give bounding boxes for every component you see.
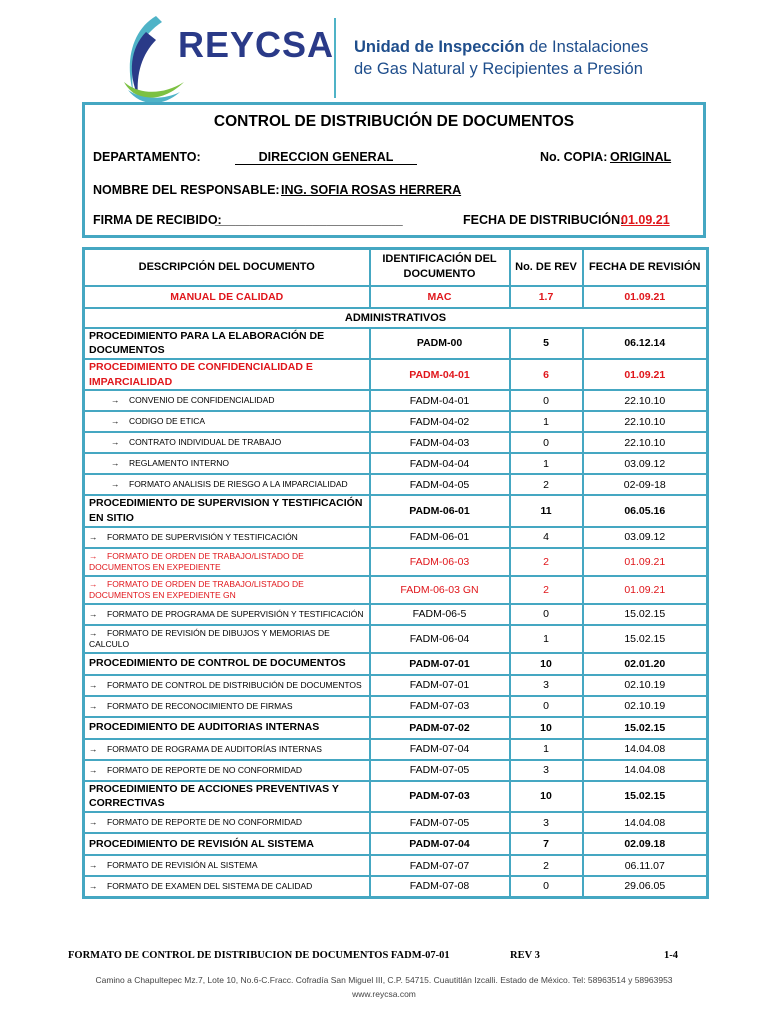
row-description-text: REGLAMENTO INTERNO [129,458,229,469]
distribution-date: 01.09.21 [621,213,670,227]
arrow-right-icon: → [89,743,98,754]
row-date: 02-09-18 [583,474,708,495]
table-row [84,876,708,897]
row-date: 06.12.14 [583,328,708,359]
row-description [84,781,370,812]
row-description [84,474,370,495]
row-date: 22.10.10 [583,411,708,432]
row-identification: PADM-04-01 [370,359,510,390]
row-description [84,675,370,696]
documents-table [82,247,709,899]
copy-value: ORIGINAL [610,150,672,164]
row-description-text: FORMATO DE RECONOCIMIENTO DE FIRMAS [107,700,293,711]
row-description-text: PROCEDIMIENTO DE AUDITORIAS INTERNAS [89,721,320,734]
date-label: FECHA DE DISTRIBUCIÓN: [463,213,625,227]
section-administrativos: ADMINISTRATIVOS [84,308,708,328]
row-description [84,625,370,653]
header-revision: No. DE REV [510,249,583,286]
row-identification: PADM-07-03 [370,781,510,812]
row-revision: 1 [510,625,583,653]
row-description-text: FORMATO DE ROGRAMA DE AUDITORÍAS INTERNAS [107,743,322,754]
row-description [84,855,370,876]
arrow-right-icon: → [89,679,98,690]
row-description [84,576,370,604]
row-revision: 2 [510,576,583,604]
arrow-right-icon: → [89,764,98,775]
row-revision: 2 [510,474,583,495]
row-date: 15.02.15 [583,717,708,739]
row-revision: 11 [510,495,583,526]
row-identification: PADM-00 [370,328,510,359]
row-description [84,390,370,411]
row-identification: FADM-06-01 [370,527,510,548]
row-description-text: CONTRATO INDIVIDUAL DE TRABAJO [129,437,282,448]
row-date: 03.09.12 [583,453,708,474]
row-revision: 10 [510,717,583,739]
row-identification: FADM-07-07 [370,855,510,876]
table-row [84,328,708,359]
row-description-text: FORMATO DE REPORTE DE NO CONFORMIDAD [107,816,303,827]
table-row [84,653,708,675]
row-date: 01.09.21 [583,548,708,576]
row-description [84,548,370,576]
arrow-right-icon: → [89,608,98,619]
row-date: 02.10.19 [583,675,708,696]
row-description-text: FORMATO DE ORDEN DE TRABAJO/LISTADO DE DOCUMENTOS EN EXPEDIENTE [89,550,304,572]
row-revision: 3 [510,760,583,781]
row-description-text: FORMATO DE SUPERVISIÓN Y TESTIFICACIÓN [107,531,298,542]
row-date: 01.09.21 [583,359,708,390]
signature-line: ___________________________ [215,213,403,227]
row-identification: FADM-07-01 [370,675,510,696]
table-row [84,548,708,576]
row-date: 06.05.16 [583,495,708,526]
copy-label: No. COPIA: [540,150,608,164]
header-identification: IDENTIFICACIÓN DEL DOCUMENTO [370,249,510,286]
row-date: 15.02.15 [583,781,708,812]
row-description-text: PROCEDIMIENTO DE CONTROL DE DOCUMENTOS [89,657,346,670]
arrow-right-icon: → [89,550,98,561]
row-identification: FADM-07-05 [370,760,510,781]
manual-row [84,286,708,308]
row-description [84,760,370,781]
row-description [84,495,370,526]
row-description-text: PROCEDIMIENTO DE SUPERVISION Y TESTIFICACIÓN EN SITIO [89,497,363,524]
row-identification: FADM-04-04 [370,453,510,474]
row-description-text: FORMATO DE PROGRAMA DE SUPERVISIÓN Y TESTIFICACIÓN [107,608,364,619]
section-row [84,308,708,328]
row-description [84,604,370,625]
arrow-right-icon: → [111,437,120,448]
arrow-right-icon: → [89,627,98,638]
row-date: 02.01.20 [583,653,708,675]
row-date: 14.04.08 [583,739,708,760]
row-date: 02.09.18 [583,833,708,855]
brand-divider [334,18,336,98]
brand-tagline-bold: Unidad de Inspección [354,38,525,56]
row-date: 22.10.10 [583,390,708,411]
brand-tagline-rest: de Instalaciones [524,38,649,56]
footer-form-name: FORMATO DE CONTROL DE DISTRIBUCION DE DOCUMENTOS FADM-07-01 [68,950,450,961]
responsible-label: NOMBRE DEL RESPONSABLE: [93,183,280,197]
row-identification: PADM-06-01 [370,495,510,526]
footer-address: Camino a Chapultepec Mz.7, Lote 10, No.6-C.Fracc. Cofradía San Miguel III, C.P. 54715. Cuautitlán Izcalli. Estado de México. Tel: 58963514 y 58963953 [95,975,673,985]
row-identification: PADM-07-01 [370,653,510,675]
department-value: DIRECCION GENERAL [235,150,417,165]
row-revision: 3 [510,812,583,833]
arrow-right-icon: → [111,395,120,406]
row-description-text: CODIGO DE ETICA [129,416,206,427]
table-row [84,453,708,474]
manual-date: 01.09.21 [583,286,708,308]
row-description-text: FORMATO DE REVISIÓN AL SISTEMA [107,859,258,870]
table-row [84,760,708,781]
arrow-right-icon: → [89,859,98,870]
row-revision: 0 [510,696,583,717]
row-identification: PADM-07-04 [370,833,510,855]
row-revision: 1 [510,411,583,432]
table-row [84,474,708,495]
row-description [84,717,370,739]
table-row [84,495,708,526]
table-row [84,390,708,411]
row-revision: 6 [510,359,583,390]
arrow-right-icon: → [89,880,98,891]
distribution-info-box [82,102,706,238]
row-date: 06.11.07 [583,855,708,876]
row-date: 29.06.05 [583,876,708,897]
row-description [84,432,370,453]
footer-url: www.reycsa.com [352,989,416,999]
brand-name: REYCSA [178,24,335,65]
row-description [84,527,370,548]
brand-tagline-line1 [354,38,648,57]
company-logo [118,12,649,102]
row-description-text: PROCEDIMIENTO DE ACCIONES PREVENTIVAS Y CORRECTIVAS [89,782,339,810]
row-identification: FADM-07-03 [370,696,510,717]
header-description: DESCRIPCIÓN DEL DOCUMENTO [84,249,370,286]
row-description-text: FORMATO DE REVISIÓN DE DIBUJOS Y MEMORIAS DE CALCULO [89,627,330,649]
signature-label: FIRMA DE RECIBIDO: [93,213,222,227]
manual-id: MAC [370,286,510,308]
row-description [84,833,370,855]
row-revision: 7 [510,833,583,855]
table-row [84,359,708,390]
table-row [84,812,708,833]
row-description [84,453,370,474]
row-revision: 2 [510,548,583,576]
footer-rev: REV 3 [510,950,540,961]
row-revision: 4 [510,527,583,548]
row-description-text: FORMATO DE EXAMEN DEL SISTEMA DE CALIDAD [107,880,313,891]
row-revision: 5 [510,328,583,359]
row-identification: FADM-07-04 [370,739,510,760]
row-description [84,739,370,760]
manual-rev: 1.7 [510,286,583,308]
row-identification: FADM-04-05 [370,474,510,495]
table-row [84,855,708,876]
arrow-right-icon: → [111,458,120,469]
header-date: FECHA DE REVISIÓN [583,249,708,286]
arrow-right-icon: → [89,578,98,589]
table-row [84,604,708,625]
row-description-text: FORMATO DE REPORTE DE NO CONFORMIDAD [107,764,303,775]
row-identification: FADM-04-02 [370,411,510,432]
row-date: 22.10.10 [583,432,708,453]
row-date: 02.10.19 [583,696,708,717]
responsible-value: ING. SOFIA ROSAS HERRERA [281,183,462,197]
arrow-right-icon: → [89,816,98,827]
row-description-text: CONVENIO DE CONFIDENCIALIDAD [129,395,275,406]
table-row [84,527,708,548]
row-description [84,876,370,897]
table-row [84,675,708,696]
row-identification: FADM-06-03 [370,548,510,576]
row-revision: 0 [510,390,583,411]
row-description [84,359,370,390]
table-row [84,717,708,739]
row-identification: FADM-07-05 [370,812,510,833]
row-identification: PADM-07-02 [370,717,510,739]
row-date: 03.09.12 [583,527,708,548]
row-date: 15.02.15 [583,604,708,625]
row-description-text: PROCEDIMIENTO DE REVISIÓN AL SISTEMA [89,837,315,850]
brand-tagline-line2: de Gas Natural y Recipientes a Presión [354,60,643,78]
table-row [84,781,708,812]
row-identification: FADM-06-03 GN [370,576,510,604]
row-revision: 10 [510,781,583,812]
department-label: DEPARTAMENTO: [93,150,201,164]
row-description-text: FORMATO DE CONTROL DE DISTRIBUCIÓN DE DOCUMENTOS [107,679,362,690]
row-description-text: PROCEDIMIENTO PARA LA ELABORACIÓN DE DOCUMENTOS [89,329,325,357]
row-revision: 0 [510,876,583,897]
row-description [84,696,370,717]
table-row [84,833,708,855]
row-description [84,411,370,432]
row-description [84,328,370,359]
row-identification: FADM-07-08 [370,876,510,897]
arrow-right-icon: → [111,479,120,490]
table-row [84,432,708,453]
row-date: 14.04.08 [583,760,708,781]
table-row [84,576,708,604]
arrow-right-icon: → [111,416,120,427]
table-row [84,411,708,432]
row-identification: FADM-04-01 [370,390,510,411]
table-row [84,696,708,717]
row-identification: FADM-04-03 [370,432,510,453]
row-revision: 1 [510,739,583,760]
manual-description: MANUAL DE CALIDAD [84,286,370,308]
table-header-row [84,249,708,286]
row-revision: 0 [510,432,583,453]
footer-page: 1-4 [664,950,678,961]
row-description-text: FORMATO DE ORDEN DE TRABAJO/LISTADO DE DOCUMENTOS EN EXPEDIENTE GN [89,578,304,600]
row-revision: 10 [510,653,583,675]
row-description-text: PROCEDIMIENTO DE CONFIDENCIALIDAD E IMPARCIALIDAD [89,360,313,388]
row-identification: FADM-06-5 [370,604,510,625]
row-revision: 0 [510,604,583,625]
row-date: 01.09.21 [583,576,708,604]
form-title: CONTROL DE DISTRIBUCIÓN DE DOCUMENTOS [213,113,575,130]
row-description-text: FORMATO ANALISIS DE RIESGO A LA IMPARCIALIDAD [129,479,348,490]
table-row [84,625,708,653]
row-date: 15.02.15 [583,625,708,653]
table-row [84,739,708,760]
row-revision: 1 [510,453,583,474]
row-description [84,812,370,833]
arrow-right-icon: → [89,700,98,711]
row-revision: 3 [510,675,583,696]
row-description [84,653,370,675]
row-date: 14.04.08 [583,812,708,833]
row-identification: FADM-06-04 [370,625,510,653]
row-revision: 2 [510,855,583,876]
arrow-right-icon: → [89,531,98,542]
